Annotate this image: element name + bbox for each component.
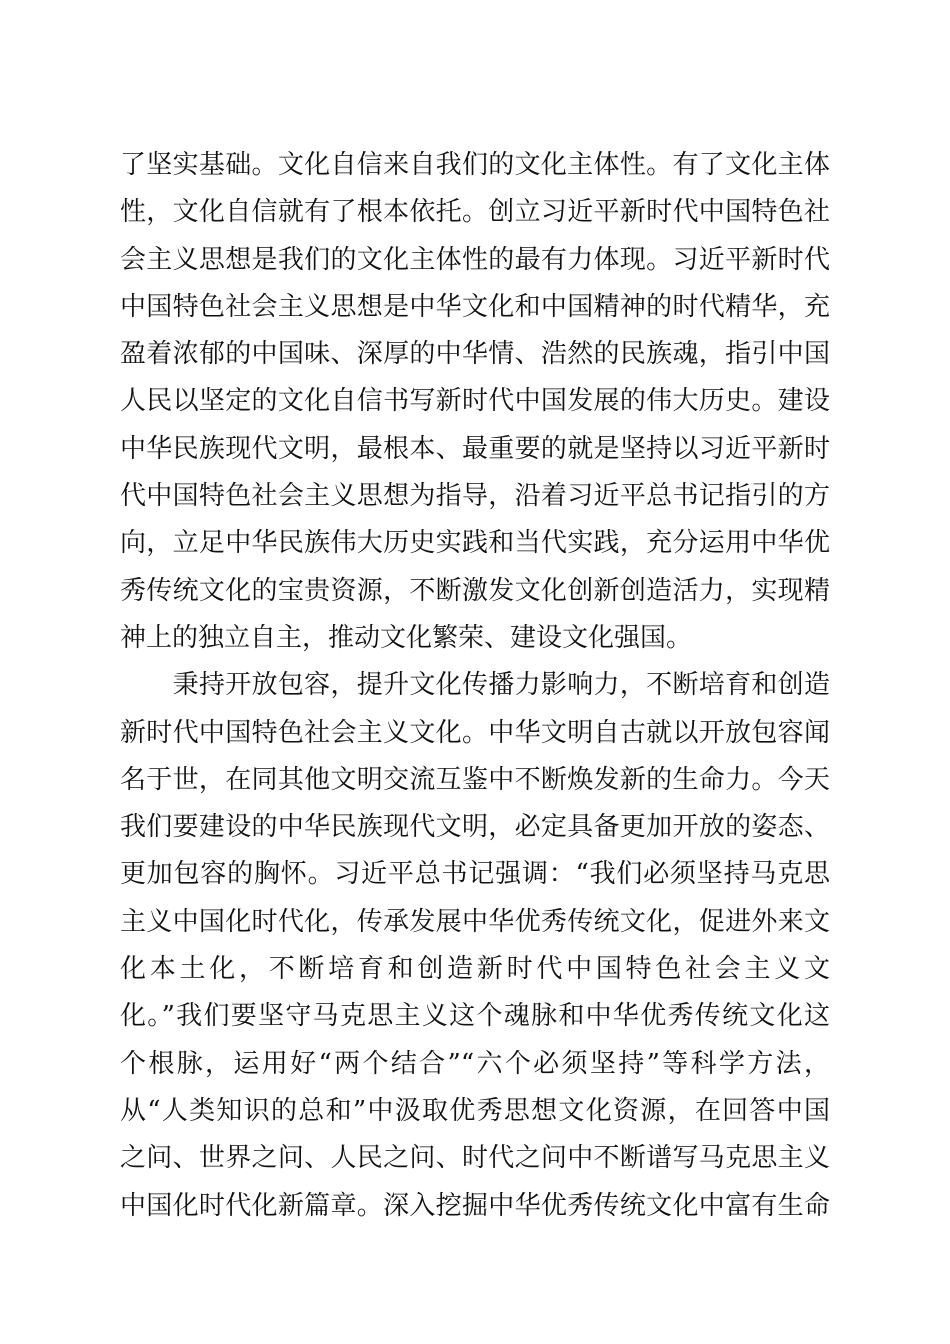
text-line: 个根脉，运用好“两个结合”“六个必须坚持”等科学方法， bbox=[120, 1048, 830, 1079]
text-line: 向，立足中华民族伟大历史实践和当代实践，充分运用中华优 bbox=[120, 528, 830, 559]
paragraph-start-line: 秉持开放包容，提升文化传播力影响力，不断培育和创造 bbox=[120, 670, 830, 701]
text-line: 秀传统文化的宝贵资源，不断激发文化创新创造活力，实现精 bbox=[120, 575, 830, 606]
text-line: 中华民族现代文明，最根本、最重要的就是坚持以习近平新时 bbox=[120, 433, 830, 464]
text-line: 新时代中国特色社会主义文化。中华文明自古就以开放包容闻 bbox=[120, 717, 830, 748]
text-line: 更加包容的胸怀。习近平总书记强调：“我们必须坚持马克思 bbox=[120, 859, 830, 890]
text-line: 化。”我们要坚守马克思主义这个魂脉和中华优秀传统文化这 bbox=[120, 1001, 830, 1032]
text-line: 中国特色社会主义思想是中华文化和中国精神的时代精华，充 bbox=[120, 291, 830, 322]
text-line: 中国化时代化新篇章。深入挖掘中华优秀传统文化中富有生命 bbox=[120, 1190, 830, 1221]
text-line: 性，文化自信就有了根本依托。创立习近平新时代中国特色社 bbox=[120, 197, 830, 228]
text-line: 代中国特色社会主义思想为指导，沿着习近平总书记指引的方 bbox=[120, 481, 830, 512]
body-text bbox=[120, 142, 830, 1230]
text-line: 主义中国化时代化，传承发展中华优秀传统文化，促进外来文 bbox=[120, 906, 830, 937]
text-line: 从“人类知识的总和”中汲取优秀思想文化资源，在回答中国 bbox=[120, 1095, 830, 1126]
text-line: 人民以坚定的文化自信书写新时代中国发展的伟大历史。建设 bbox=[120, 386, 830, 417]
text-line: 名于世，在同其他文明交流互鉴中不断焕发新的生命力。今天 bbox=[120, 764, 830, 795]
text-line: 化本土化，不断培育和创造新时代中国特色社会主义文 bbox=[120, 954, 830, 985]
text-line: 我们要建设的中华民族现代文明，必定具备更加开放的姿态、 bbox=[120, 812, 830, 843]
text-line: 之问、世界之问、人民之问、时代之问中不断谱写马克思主义 bbox=[120, 1143, 830, 1174]
text-line: 了坚实基础。文化自信来自我们的文化主体性。有了文化主体 bbox=[120, 150, 830, 180]
text-line: 会主义思想是我们的文化主体性的最有力体现。习近平新时代 bbox=[120, 244, 830, 275]
text-line: 盈着浓郁的中国味、深厚的中华情、浩然的民族魂，指引中国 bbox=[120, 339, 830, 370]
paragraph-end-line: 神上的独立自主，推动文化繁荣、建设文化强国。 bbox=[120, 622, 693, 653]
